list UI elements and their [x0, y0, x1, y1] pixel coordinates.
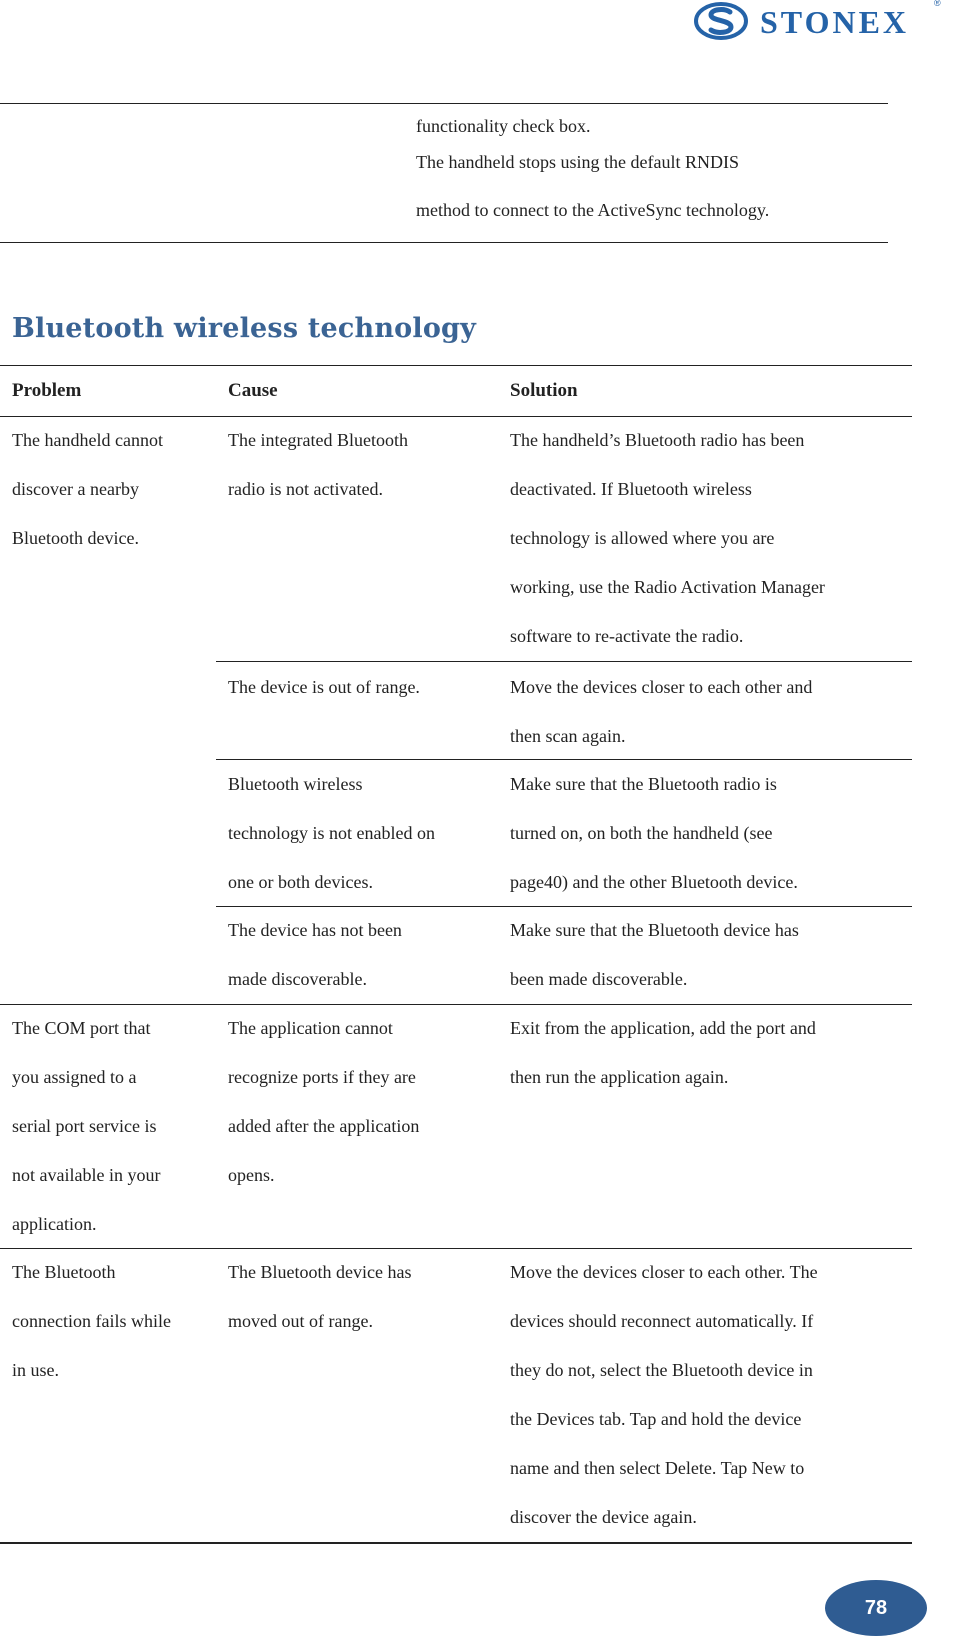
cause-line: Bluetooth wireless [228, 774, 363, 794]
solution-line: been made discoverable. [510, 969, 688, 989]
problem-line: The handheld cannot [12, 430, 163, 450]
sub-row-divider [216, 661, 912, 662]
problem-line: in use. [12, 1360, 59, 1380]
cause-cell [228, 416, 408, 514]
solution-line: Make sure that the Bluetooth device has [510, 920, 799, 940]
solution-line: deactivated. If Bluetooth wireless [510, 479, 752, 499]
solution-cell [510, 663, 812, 761]
cause-line: The device has not been [228, 920, 402, 940]
problem-line: not available in your [12, 1165, 161, 1185]
solution-line: Move the devices closer to each other. The [510, 1262, 818, 1282]
solution-cell [510, 906, 799, 1004]
cause-cell [228, 1248, 411, 1346]
problem-line: application. [12, 1214, 97, 1234]
solution-line: Exit from the application, add the port and [510, 1018, 816, 1038]
cause-cell [228, 1004, 419, 1200]
solution-line: then scan again. [510, 726, 626, 746]
section-title: Bluetooth wireless technology [12, 313, 477, 344]
problem-line: The COM port that [12, 1018, 151, 1038]
cause-line: one or both devices. [228, 872, 373, 892]
problem-line: discover a nearby [12, 479, 139, 499]
solution-cell [510, 1004, 816, 1102]
solution-line: name and then select Delete. Tap New to [510, 1458, 805, 1478]
continued-line: functionality check box. [416, 116, 591, 136]
cause-line: The integrated Bluetooth [228, 430, 408, 450]
registered-mark: ® [934, 0, 941, 8]
cause-line: made discoverable. [228, 969, 367, 989]
page-number-badge: 78 [825, 1580, 927, 1636]
solution-line: they do not, select the Bluetooth device in [510, 1360, 813, 1380]
problem-cell [12, 1004, 160, 1249]
cause-line: moved out of range. [228, 1311, 373, 1331]
problem-cell [12, 416, 163, 563]
table-header [0, 365, 912, 417]
cause-line: The Bluetooth device has [228, 1262, 412, 1282]
cause-cell [228, 663, 420, 712]
cause-cell [228, 760, 435, 907]
solution-line: technology is allowed where you are [510, 528, 775, 548]
table-bottom-rule [0, 1542, 912, 1544]
cause-line: recognize ports if they are [228, 1067, 416, 1087]
solution-cell [510, 1248, 818, 1542]
problem-cell [12, 1248, 171, 1395]
problem-line: Bluetooth device. [12, 528, 139, 548]
stonex-logo [690, 0, 952, 44]
cause-line: radio is not activated. [228, 479, 383, 499]
solution-cell [510, 416, 825, 661]
solution-line: page40) and the other Bluetooth device. [510, 872, 798, 892]
brand-name: STONEX [760, 4, 910, 40]
solution-line: software to re-activate the radio. [510, 626, 744, 646]
solution-line: The handheld’s Bluetooth radio has been [510, 430, 805, 450]
solution-line: Make sure that the Bluetooth radio is [510, 774, 777, 794]
solution-line: devices should reconnect automatically. If [510, 1311, 814, 1331]
header-solution: Solution [510, 380, 578, 401]
solution-line: turned on, on both the handheld (see [510, 823, 773, 843]
problem-line: serial port service is [12, 1116, 157, 1136]
solution-line: discover the device again. [510, 1507, 697, 1527]
solution-line: working, use the Radio Activation Manager [510, 577, 825, 597]
cause-line: technology is not enabled on [228, 823, 435, 843]
problem-line: The Bluetooth [12, 1262, 116, 1282]
continued-table [0, 103, 888, 243]
header-cause: Cause [228, 380, 278, 401]
solution-line: then run the application again. [510, 1067, 729, 1087]
stonex-s-logo-icon [694, 2, 748, 40]
problem-line: you assigned to a [12, 1067, 137, 1087]
cause-line: The application cannot [228, 1018, 393, 1038]
solution-cell [510, 760, 798, 907]
cause-line: The device is out of range. [228, 677, 420, 697]
solution-line: Move the devices closer to each other and [510, 677, 813, 697]
cause-line: added after the application [228, 1116, 420, 1136]
header-problem: Problem [12, 380, 82, 401]
solution-line: the Devices tab. Tap and hold the device [510, 1409, 802, 1429]
continued-line: method to connect to the ActiveSync technology. [416, 200, 770, 220]
continued-solution-cell [416, 104, 888, 242]
continued-line: The handheld stops using the default RNDIS [416, 152, 739, 172]
cause-cell [228, 906, 402, 1004]
problem-line: connection fails while [12, 1311, 171, 1331]
cause-line: opens. [228, 1165, 275, 1185]
